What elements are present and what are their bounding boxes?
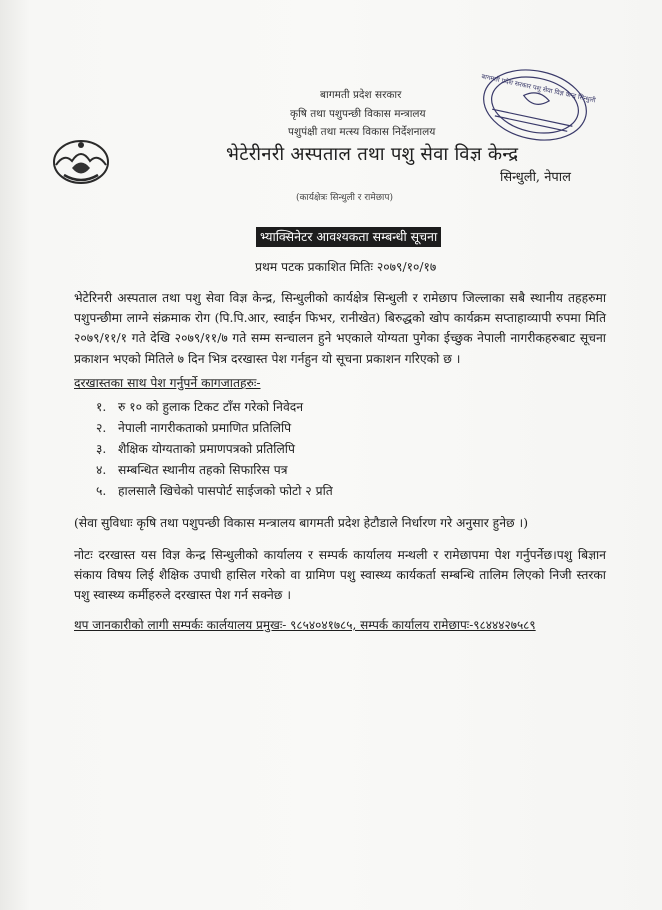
documents-heading: दरखास्तका साथ पेश गर्नुपर्ने कागजातहरुः-: [74, 376, 261, 390]
work-area: (कार्यक्षेत्रः सिन्धुली र रामेछाप): [296, 193, 394, 203]
notice-body: भेटेरिनरी अस्पताल तथा पशु सेवा विज्ञ केन्द्र, सिन्धुलीको कार्यक्षेत्र सिन्धुली र रामेछाप जिल्लाका सबै स्थानीय तहहरुमा पशुपन्छीमा लाग्ने संक्रमाक रोग (पि.पि.आर, स्वाईन फिभर, रानीखेत) बिरुद्धको खोप कार्यक्रम सप्ताहाव्यापी रुपमा मिति २०७९/११/१ गते देखि २०७९/११/७ गते सम्म सन्चालन हुने भएकाले योग्यता पुगेका ईच्छुक नेपाली नागरीकहरुबाट सूचना प्रकाशन भएको मितिले ७ दिन भित्र दरखास्त पेश गर्नहुन यो सूचना प्रकाशन गरिएको छ ।: [74, 291, 606, 366]
document-item: ५. हालसालै खिचेको पासपोर्ट साईजको फोटो २ प्रति: [96, 484, 333, 498]
svg-text:बागमती प्रदेश सरकार पशु सेवा व: बागमती प्रदेश सरकार पशु सेवा विज्ञ केन्द्र सिन्धुली: [480, 72, 597, 105]
notice-heading: भ्याक्सिनेटर आवश्यकता सम्बन्धी सूचना: [256, 227, 441, 247]
nepal-emblem-icon: [50, 135, 112, 187]
document-item: १. रु १० को हुलाक टिकट टाँस गरेको निवेदन: [96, 400, 304, 414]
facility-note: (सेवा सुविधाः कृषि तथा पशुपन्छी विकास मन्त्रालय बागमती प्रदेश हेटौडाले निर्धारण गरे अनुसार हुनेछ ।): [74, 516, 529, 530]
header-directorate: पशुपंक्षी तथा मत्स्य विकास निर्देशनालय: [288, 126, 436, 138]
office-title: भेटेरीनरी अस्पताल तथा पशु सेवा विज्ञ केन्द्र: [226, 144, 519, 165]
publish-date: प्रथम पटक प्रकाशित मितिः २०७९/१०/१७: [255, 260, 437, 274]
document-item: ३. शैक्षिक योग्यताको प्रमाणपत्रको प्रतिलिपि: [96, 442, 295, 456]
note-paragraph: नोटः दरखास्त यस विज्ञ केन्द्र सिन्धुलीको कार्यालय र सम्पर्क कार्यालय मन्थली र रामेछापमा पेश गर्नुपर्नेछ।पशु बिज्ञान संकाय विषय लिई शैक्षिक उपाधी हासिल गरेको वा ग्रामिण पशु स्वास्थ्य कार्यकर्ता सम्बन्धि तालिम लिएको निजी स्तरका पशु स्वास्थ्य कर्मीहरुले दरखास्त पेश गर्न सक्नेछ ।: [74, 548, 606, 603]
document-item: ४. सम्बन्धित स्थानीय तहको सिफारिस पत्र: [96, 463, 288, 477]
header-govt: बागमती प्रदेश सरकार: [320, 89, 402, 101]
document-item: २. नेपाली नागरीकताको प्रमाणित प्रतिलिपि: [96, 421, 292, 435]
office-location: सिन्धुली, नेपाल: [500, 170, 571, 185]
header-ministry: कृषि तथा पशुपन्छी विकास मन्त्रालय: [290, 108, 426, 120]
contact-info: थप जानकारीको लागी सम्पर्कः कार्लयालय प्रमुखः- ९८५४०४१७८५, सम्पर्क कार्यालय रामेछापः-९८४४४२७५८९: [74, 618, 536, 632]
office-seal-stamp: [470, 60, 600, 150]
